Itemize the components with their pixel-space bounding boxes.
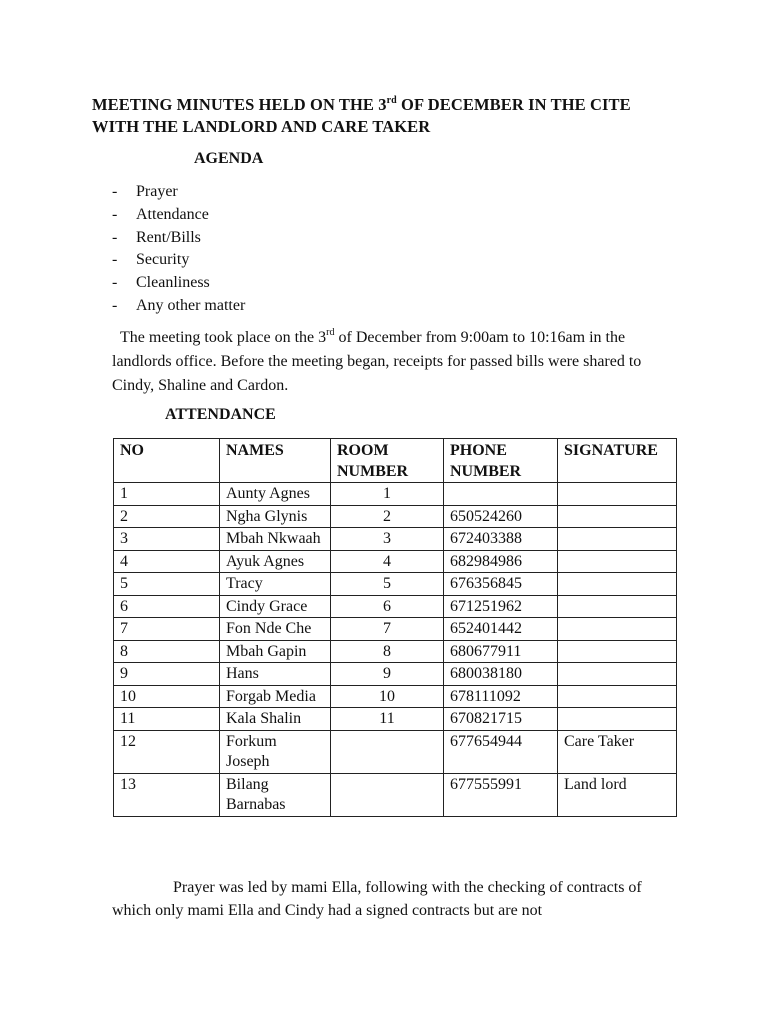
cell-signature — [558, 685, 677, 708]
paragraph-ordinal-suffix: rd — [326, 326, 335, 338]
cell-phone-number: 678111092 — [444, 685, 558, 708]
list-dash: - — [112, 251, 118, 269]
cell-name: Cindy Grace — [220, 595, 331, 618]
cell-signature — [558, 528, 677, 551]
list-dash: - — [112, 274, 118, 292]
cell-room-number: 3 — [331, 528, 444, 551]
table-row — [114, 550, 677, 573]
cell-signature: Care Taker — [558, 730, 677, 773]
attendance-table — [113, 438, 677, 817]
cell-signature — [558, 505, 677, 528]
prayer-paragraph-text: Prayer was led by mami Ella, following with the checking of contracts of which only mami Ella and Cindy had a signed contracts but are not — [112, 879, 642, 919]
cell-phone-number: 680677911 — [444, 640, 558, 663]
cell-no: 6 — [114, 595, 220, 618]
cell-phone-number: 652401442 — [444, 618, 558, 641]
cell-signature: Land lord — [558, 773, 677, 816]
table-row — [114, 685, 677, 708]
cell-signature — [558, 708, 677, 731]
cell-no: 8 — [114, 640, 220, 663]
cell-no: 5 — [114, 573, 220, 596]
agenda-item-label: Cleanliness — [136, 274, 210, 292]
cell-no: 1 — [114, 483, 220, 506]
cell-room-number: 4 — [331, 550, 444, 573]
title-line1-post: OF DECEMBER IN THE CITE — [396, 95, 631, 114]
title-line2: WITH THE LANDLORD AND CARE TAKER — [92, 117, 431, 136]
cell-room-number: 2 — [331, 505, 444, 528]
cell-name: Mbah Gapin — [220, 640, 331, 663]
cell-phone-number: 680038180 — [444, 663, 558, 686]
table-row — [114, 618, 677, 641]
column-header-phone-number: PHONE NUMBER — [444, 439, 558, 483]
agenda-item-label: Any other matter — [136, 296, 246, 314]
attendance-heading: ATTENDANCE — [165, 406, 276, 423]
cell-name: Ngha Glynis — [220, 505, 331, 528]
cell-phone-number: 677555991 — [444, 773, 558, 816]
title-ordinal-suffix: rd — [386, 94, 397, 106]
cell-phone-number: 682984986 — [444, 550, 558, 573]
cell-phone-number: 671251962 — [444, 595, 558, 618]
paragraph-pre: The meeting took place on the 3 — [120, 329, 327, 346]
cell-name: Forkum Joseph — [220, 730, 331, 773]
list-dash: - — [112, 296, 118, 314]
cell-name: Forgab Media — [220, 685, 331, 708]
cell-no: 3 — [114, 528, 220, 551]
cell-signature — [558, 573, 677, 596]
table-row — [114, 730, 677, 773]
agenda-item-label: Security — [136, 251, 190, 269]
cell-room-number: 11 — [331, 708, 444, 731]
list-dash: - — [112, 205, 118, 223]
cell-name: Fon Nde Che — [220, 618, 331, 641]
cell-room-number — [331, 773, 444, 816]
column-header-room-number: ROOM NUMBER — [331, 439, 444, 483]
cell-no: 2 — [114, 505, 220, 528]
cell-room-number: 5 — [331, 573, 444, 596]
cell-phone-number: 672403388 — [444, 528, 558, 551]
cell-signature — [558, 663, 677, 686]
agenda-heading: AGENDA — [194, 150, 264, 167]
meeting-title — [92, 94, 712, 138]
column-header-names: NAMES — [220, 439, 331, 483]
cell-room-number: 7 — [331, 618, 444, 641]
cell-signature — [558, 483, 677, 506]
cell-room-number: 9 — [331, 663, 444, 686]
table-row — [114, 640, 677, 663]
cell-phone-number: 650524260 — [444, 505, 558, 528]
cell-phone-number: 670821715 — [444, 708, 558, 731]
meeting-summary-paragraph — [112, 326, 684, 398]
cell-name: Mbah Nkwaah — [220, 528, 331, 551]
cell-name: Kala Shalin — [220, 708, 331, 731]
table-row — [114, 505, 677, 528]
cell-room-number — [331, 730, 444, 773]
cell-no: 13 — [114, 773, 220, 816]
attendance-rows — [114, 483, 677, 817]
table-row — [114, 708, 677, 731]
cell-name: Ayuk Agnes — [220, 550, 331, 573]
column-header-signature: SIGNATURE — [558, 439, 677, 483]
cell-name: Hans — [220, 663, 331, 686]
cell-name: Tracy — [220, 573, 331, 596]
cell-no: 10 — [114, 685, 220, 708]
table-row — [114, 663, 677, 686]
table-row — [114, 573, 677, 596]
cell-no: 12 — [114, 730, 220, 773]
prayer-paragraph — [112, 876, 682, 922]
cell-room-number: 8 — [331, 640, 444, 663]
cell-signature — [558, 550, 677, 573]
cell-name: Bilang Barnabas — [220, 773, 331, 816]
title-line1-pre: MEETING MINUTES HELD ON THE 3 — [92, 95, 387, 114]
cell-no: 7 — [114, 618, 220, 641]
cell-signature — [558, 618, 677, 641]
cell-name: Aunty Agnes — [220, 483, 331, 506]
cell-no: 11 — [114, 708, 220, 731]
paragraph-post: of December from 9:00am to 10:16am in the landlords office. Before the meeting began, receipts for passed bills were shared to Cindy, Shaline and Cardon. — [112, 329, 642, 394]
table-row — [114, 528, 677, 551]
table-row — [114, 483, 677, 506]
cell-signature — [558, 640, 677, 663]
cell-signature — [558, 595, 677, 618]
cell-room-number: 10 — [331, 685, 444, 708]
list-dash: - — [112, 228, 118, 246]
cell-no: 9 — [114, 663, 220, 686]
cell-phone-number: 676356845 — [444, 573, 558, 596]
cell-no: 4 — [114, 550, 220, 573]
agenda-item-label: Prayer — [136, 183, 178, 200]
column-header-no: NO — [114, 439, 220, 483]
cell-room-number: 1 — [331, 483, 444, 506]
cell-room-number: 6 — [331, 595, 444, 618]
agenda-item-label: Rent/Bills — [136, 228, 201, 246]
table-header-row — [114, 439, 677, 483]
cell-phone-number — [444, 483, 558, 506]
table-row — [114, 595, 677, 618]
list-dash: - — [112, 183, 118, 200]
agenda-item-label: Attendance — [136, 205, 209, 223]
table-row — [114, 773, 677, 816]
cell-phone-number: 677654944 — [444, 730, 558, 773]
